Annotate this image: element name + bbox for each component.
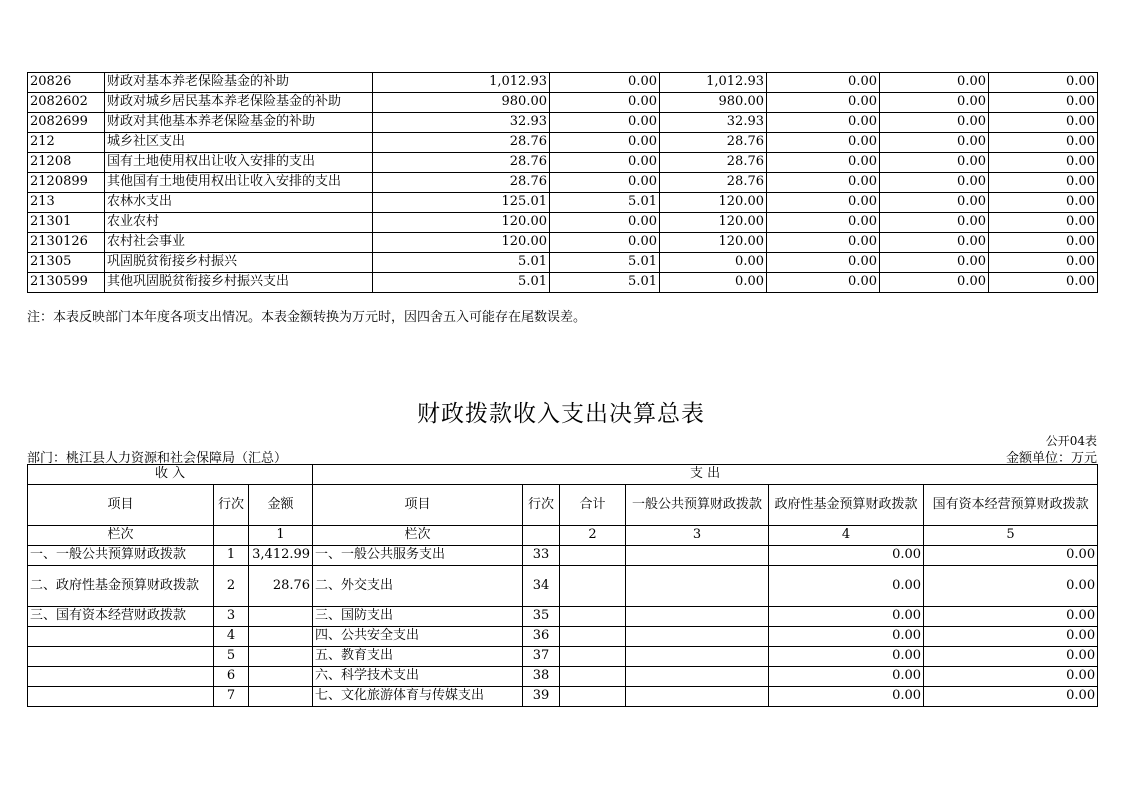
amount-total: 5.01: [373, 253, 550, 273]
income-amount: [249, 627, 313, 647]
expense-gov-fund: 0.00: [769, 647, 924, 667]
table-row: [28, 667, 1098, 687]
amount-col4: 0.00: [767, 113, 880, 133]
expense-gov-fund: 0.00: [769, 566, 924, 607]
amount-basic: 0.00: [550, 93, 660, 113]
expense-row-no: 36: [523, 627, 560, 647]
expense-general-budget: [626, 687, 769, 707]
amount-col6: 0.00: [989, 193, 1098, 213]
subject-name: 其他巩固脱贫衔接乡村振兴支出: [105, 273, 373, 293]
income-row-no: 7: [214, 687, 249, 707]
income-row-no: 5: [214, 647, 249, 667]
expense-total: [560, 566, 626, 607]
expense-general-budget: [626, 607, 769, 627]
expense-item: 四、公共安全支出: [313, 627, 523, 647]
subject-name: 财政对其他基本养老保险基金的补助: [105, 113, 373, 133]
fiscal-summary-table: [27, 464, 1098, 707]
amount-project: 980.00: [660, 93, 767, 113]
subject-name: 国有土地使用权出让收入安排的支出: [105, 153, 373, 173]
department-label: 部门：桃江县人力资源和社会保障局（汇总）: [27, 451, 288, 466]
amount-col4: 0.00: [767, 253, 880, 273]
expense-gov-fund: 0.00: [769, 546, 924, 566]
amount-col5: 0.00: [880, 73, 989, 93]
table-row: [28, 113, 1098, 133]
subject-name: 巩固脱贫衔接乡村振兴: [105, 253, 373, 273]
expense-total: [560, 627, 626, 647]
expense-rowno-header: 行次: [523, 485, 560, 526]
expense-row-no: 34: [523, 566, 560, 607]
column-index-5: 5: [924, 526, 1098, 546]
expense-general-budget: [626, 647, 769, 667]
table-row: [28, 153, 1098, 173]
amount-basic: 0.00: [550, 153, 660, 173]
amount-col6: 0.00: [989, 93, 1098, 113]
subject-code: 21208: [28, 153, 105, 173]
amount-col4: 0.00: [767, 213, 880, 233]
expense-item: 三、国防支出: [313, 607, 523, 627]
income-row-no: 3: [214, 607, 249, 627]
column-index-2: 2: [560, 526, 626, 546]
amount-project: 32.93: [660, 113, 767, 133]
amount-col4: 0.00: [767, 233, 880, 253]
amount-col4: 0.00: [767, 73, 880, 93]
expense-state-capital: 0.00: [924, 607, 1098, 627]
column-index-3: 3: [626, 526, 769, 546]
table-row: [28, 73, 1098, 93]
amount-total: 5.01: [373, 273, 550, 293]
empty-cell: [214, 526, 249, 546]
amount-col5: 0.00: [880, 113, 989, 133]
amount-col6: 0.00: [989, 233, 1098, 253]
expense-row-no: 33: [523, 546, 560, 566]
amount-basic: 5.01: [550, 273, 660, 293]
income-amount: [249, 667, 313, 687]
income-item-header: 项目: [28, 485, 214, 526]
state-capital-header: 国有资本经营预算财政拨款: [924, 485, 1098, 526]
income-amount: [249, 687, 313, 707]
amount-total: 125.01: [373, 193, 550, 213]
amount-project: 0.00: [660, 253, 767, 273]
empty-cell: [523, 526, 560, 546]
income-amount: [249, 647, 313, 667]
income-header: 收 入: [28, 465, 313, 485]
subject-name: 财政对城乡居民基本养老保险基金的补助: [105, 93, 373, 113]
amount-col4: 0.00: [767, 93, 880, 113]
expense-total: [560, 667, 626, 687]
expense-item: 七、文化旅游体育与传媒支出: [313, 687, 523, 707]
expense-gov-fund: 0.00: [769, 607, 924, 627]
form-number: 公开04表: [1045, 434, 1097, 448]
total-header: 合计: [560, 485, 626, 526]
amount-project: 120.00: [660, 193, 767, 213]
amount-basic: 0.00: [550, 133, 660, 153]
column-index-4: 4: [769, 526, 924, 546]
table-row: [28, 687, 1098, 707]
expense-row-no: 38: [523, 667, 560, 687]
amount-project: 28.76: [660, 173, 767, 193]
amount-total: 120.00: [373, 233, 550, 253]
amount-col6: 0.00: [989, 173, 1098, 193]
expense-row-no: 37: [523, 647, 560, 667]
expense-general-budget: [626, 667, 769, 687]
amount-col4: 0.00: [767, 273, 880, 293]
table-row: [28, 93, 1098, 113]
table-row: [28, 133, 1098, 153]
amount-basic: 0.00: [550, 113, 660, 133]
amount-project: 28.76: [660, 153, 767, 173]
column-index-label: 栏次: [28, 526, 214, 546]
expense-item-header: 项目: [313, 485, 523, 526]
amount-total: 32.93: [373, 113, 550, 133]
expense-state-capital: 0.00: [924, 647, 1098, 667]
subject-code: 212: [28, 133, 105, 153]
table-row: [28, 566, 1098, 607]
expense-total: [560, 546, 626, 566]
income-row-no: 6: [214, 667, 249, 687]
subject-code: 21301: [28, 213, 105, 233]
amount-project: 0.00: [660, 273, 767, 293]
income-row-no: 2: [214, 566, 249, 607]
expense-state-capital: 0.00: [924, 667, 1098, 687]
amount-col5: 0.00: [880, 173, 989, 193]
amount-col6: 0.00: [989, 213, 1098, 233]
amount-col4: 0.00: [767, 153, 880, 173]
income-row-no: 1: [214, 546, 249, 566]
general-budget-header: 一般公共预算财政拨款: [626, 485, 769, 526]
amount-col5: 0.00: [880, 233, 989, 253]
income-rowno-header: 行次: [214, 485, 249, 526]
expense-item: 六、科学技术支出: [313, 667, 523, 687]
amount-col6: 0.00: [989, 73, 1098, 93]
amount-col4: 0.00: [767, 133, 880, 153]
column-index-1: 1: [249, 526, 313, 546]
expense-gov-fund: 0.00: [769, 667, 924, 687]
subject-code: 2082699: [28, 113, 105, 133]
amount-basic: 0.00: [550, 233, 660, 253]
subject-code: 213: [28, 193, 105, 213]
income-item: [28, 627, 214, 647]
expense-item: 二、外交支出: [313, 566, 523, 607]
amount-basic: 5.01: [550, 253, 660, 273]
expense-row-no: 35: [523, 607, 560, 627]
gov-fund-header: 政府性基金预算财政拨款: [769, 485, 924, 526]
table-row: [28, 627, 1098, 647]
amount-total: 28.76: [373, 153, 550, 173]
amount-col4: 0.00: [767, 193, 880, 213]
amount-project: 1,012.93: [660, 73, 767, 93]
amount-basic: 0.00: [550, 213, 660, 233]
page-title: 财政拨款收入支出决算总表: [417, 401, 705, 427]
table-row: [28, 173, 1098, 193]
subject-name: 其他国有土地使用权出让收入安排的支出: [105, 173, 373, 193]
expense-header: 支 出: [313, 465, 1098, 485]
subject-name: 财政对基本养老保险基金的补助: [105, 73, 373, 93]
amount-project: 120.00: [660, 213, 767, 233]
expense-state-capital: 0.00: [924, 566, 1098, 607]
expense-general-budget: [626, 546, 769, 566]
amount-total: 980.00: [373, 93, 550, 113]
income-amount: [249, 607, 313, 627]
expense-total: [560, 607, 626, 627]
amount-col5: 0.00: [880, 273, 989, 293]
amount-col6: 0.00: [989, 253, 1098, 273]
amount-col5: 0.00: [880, 93, 989, 113]
income-item: 二、政府性基金预算财政拨款: [28, 566, 214, 607]
amount-col5: 0.00: [880, 213, 989, 233]
subject-code: 21305: [28, 253, 105, 273]
income-amount: 28.76: [249, 566, 313, 607]
table-row: [28, 253, 1098, 273]
income-item: [28, 647, 214, 667]
amount-col5: 0.00: [880, 253, 989, 273]
table-row: [28, 647, 1098, 667]
table-note: 注：本表反映部门本年度各项支出情况。本表金额转换为万元时，因四舍五入可能存在尾数误差。: [27, 310, 587, 325]
table-row: [28, 193, 1098, 213]
table-row: [28, 273, 1098, 293]
expense-state-capital: 0.00: [924, 687, 1098, 707]
amount-unit-label: 金额单位：万元: [1005, 451, 1097, 466]
subject-code: 2120899: [28, 173, 105, 193]
amount-basic: 0.00: [550, 173, 660, 193]
income-amount-header: 金额: [249, 485, 313, 526]
amount-project: 120.00: [660, 233, 767, 253]
amount-col5: 0.00: [880, 193, 989, 213]
amount-total: 28.76: [373, 173, 550, 193]
income-item: 一、一般公共预算财政拨款: [28, 546, 214, 566]
amount-basic: 5.01: [550, 193, 660, 213]
amount-basic: 0.00: [550, 73, 660, 93]
amount-col6: 0.00: [989, 273, 1098, 293]
income-amount: 3,412.99: [249, 546, 313, 566]
expense-general-budget: [626, 627, 769, 647]
expense-total: [560, 647, 626, 667]
subject-code: 20826: [28, 73, 105, 93]
subject-code: 2130126: [28, 233, 105, 253]
income-item: [28, 687, 214, 707]
amount-col6: 0.00: [989, 113, 1098, 133]
expense-gov-fund: 0.00: [769, 687, 924, 707]
expense-state-capital: 0.00: [924, 546, 1098, 566]
column-index-label: 栏次: [313, 526, 523, 546]
amount-col5: 0.00: [880, 153, 989, 173]
income-item: [28, 667, 214, 687]
table-row: [28, 546, 1098, 566]
subject-name: 农林水支出: [105, 193, 373, 213]
amount-total: 1,012.93: [373, 73, 550, 93]
table-row: [28, 233, 1098, 253]
amount-total: 28.76: [373, 133, 550, 153]
subject-name: 农业农村: [105, 213, 373, 233]
amount-total: 120.00: [373, 213, 550, 233]
amount-col6: 0.00: [989, 153, 1098, 173]
expense-row-no: 39: [523, 687, 560, 707]
expense-gov-fund: 0.00: [769, 627, 924, 647]
subject-name: 城乡社区支出: [105, 133, 373, 153]
expense-total: [560, 687, 626, 707]
expense-item: 一、一般公共服务支出: [313, 546, 523, 566]
table-row: [28, 213, 1098, 233]
amount-col6: 0.00: [989, 133, 1098, 153]
table-row: [28, 607, 1098, 627]
amount-col5: 0.00: [880, 133, 989, 153]
expense-state-capital: 0.00: [924, 627, 1098, 647]
subject-code: 2082602: [28, 93, 105, 113]
amount-project: 28.76: [660, 133, 767, 153]
income-row-no: 4: [214, 627, 249, 647]
subject-code: 2130599: [28, 273, 105, 293]
amount-col4: 0.00: [767, 173, 880, 193]
subject-name: 农村社会事业: [105, 233, 373, 253]
expense-general-budget: [626, 566, 769, 607]
expenditure-detail-table: [27, 72, 1098, 293]
expense-item: 五、教育支出: [313, 647, 523, 667]
income-item: 三、国有资本经营财政拨款: [28, 607, 214, 627]
